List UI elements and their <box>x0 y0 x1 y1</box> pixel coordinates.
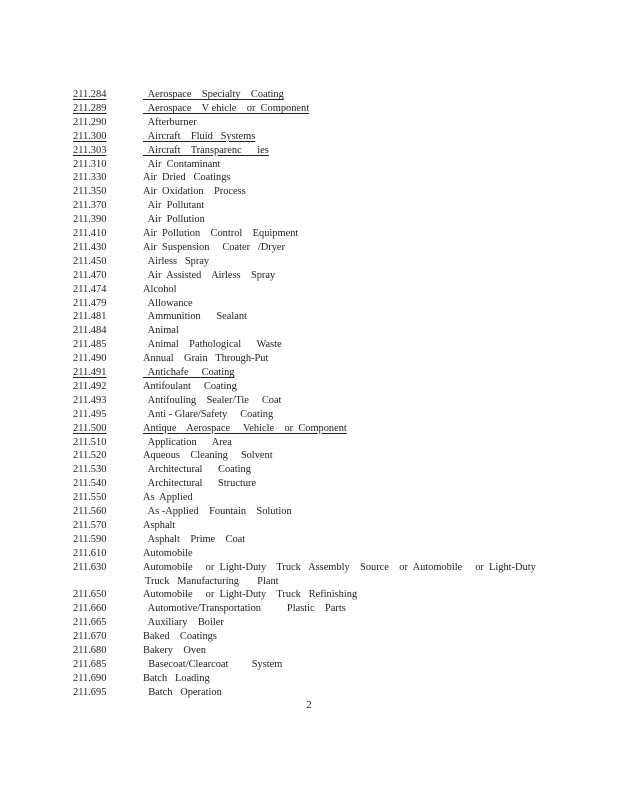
definition-entry <box>0 449 618 463</box>
section-number: 211.490 <box>73 353 107 365</box>
section-number: 211.410 <box>73 228 107 239</box>
defined-term: Aerospace Specialty Coating <box>143 89 284 100</box>
section-number: 211.670 <box>73 631 107 643</box>
definition-entry <box>0 672 618 686</box>
defined-term: Animal Pathological Waste <box>143 339 282 351</box>
defined-term: Antichafe Coating <box>143 367 235 378</box>
section-number: 211.530 <box>73 464 107 476</box>
definition-entry <box>0 88 618 102</box>
defined-term: Application Area <box>143 436 232 448</box>
section-number: 211.300 <box>73 130 107 142</box>
defined-term: Truck Manufacturing Plant <box>145 575 279 587</box>
defined-term: Asphalt <box>143 519 176 531</box>
section-number: 211.500 <box>73 422 107 434</box>
definition-entry <box>0 255 618 269</box>
defined-term: Air Assisted Airless Spray <box>143 269 276 281</box>
section-number: 211.680 <box>73 645 107 656</box>
defined-term: As -Applied Fountain Solution <box>143 506 292 517</box>
section-number: 211.310 <box>73 158 107 170</box>
definition-entry <box>0 616 618 630</box>
section-number: 211.520 <box>73 450 107 462</box>
section-number: 211.570 <box>73 519 107 531</box>
section-number: 211.492 <box>73 380 107 392</box>
defined-term: As Applied <box>143 492 193 504</box>
defined-term: Batch Loading <box>143 672 210 684</box>
definition-entry <box>0 463 618 477</box>
section-number: 211.510 <box>73 436 107 448</box>
definition-entry <box>0 436 618 450</box>
definition-entry <box>0 588 618 602</box>
section-number: 211.470 <box>73 269 107 281</box>
definition-entry <box>0 338 618 352</box>
section-number: 211.491 <box>73 367 107 378</box>
section-number: 211.540 <box>73 478 107 490</box>
section-number: 211.481 <box>73 311 107 323</box>
defined-term: Airless Spray <box>143 255 210 267</box>
page-number: 2 <box>306 699 312 711</box>
definition-entry <box>0 241 618 255</box>
section-number: 211.550 <box>73 492 107 504</box>
defined-term: Architectural Coating <box>143 464 251 476</box>
section-number: 211.289 <box>73 102 107 114</box>
definition-entry <box>0 297 618 311</box>
definition-entry <box>0 366 618 380</box>
defined-term: Auxiliary Boiler <box>143 617 224 629</box>
definition-entry <box>0 394 618 408</box>
section-number: 211.660 <box>73 603 107 615</box>
defined-term: Automotive/Transportation Plastic Parts <box>143 603 346 615</box>
defined-term: Alcohol <box>143 283 177 295</box>
defined-term: Aerospace V ehicle or Component <box>143 102 310 114</box>
definition-entry <box>0 102 618 116</box>
section-number: 211.485 <box>73 339 107 351</box>
defined-term: Air Pollution <box>143 214 205 226</box>
defined-term: Baked Coatings <box>143 631 217 643</box>
section-number: 211.474 <box>73 283 107 295</box>
section-number: 211.484 <box>73 325 107 337</box>
definition-entry <box>0 505 618 519</box>
defined-term: Asphalt Prime Coat <box>143 533 246 545</box>
defined-term: Architectural Structure <box>143 478 257 490</box>
section-number: 211.685 <box>73 658 107 670</box>
defined-term: Air Oxidation Process <box>143 186 246 198</box>
defined-term: Air Dried Coatings <box>143 172 231 184</box>
defined-term: Ammunition Sealant <box>143 311 247 323</box>
defined-term: Allowance <box>143 297 193 309</box>
defined-term: Anti - Glare/Safety Coating <box>143 408 274 420</box>
defined-term: Aircraft Fluid Systems <box>143 130 256 142</box>
section-number: 211.495 <box>73 408 107 420</box>
definition-entry <box>0 213 618 227</box>
section-number: 211.290 <box>73 116 107 128</box>
defined-term: Antifouling Sealer/Tie Coat <box>143 394 282 406</box>
defined-term: Aircraft Transparenc ies <box>143 144 269 156</box>
defined-term: Air Contaminant <box>143 158 221 170</box>
defined-term: Air Suspension Coater /Dryer <box>143 241 285 253</box>
defined-term: Basecoat/Clearcoat System <box>143 658 283 670</box>
defined-term: Automobile or Light-Duty Truck Refinishing <box>143 589 358 601</box>
definition-entry <box>0 171 618 185</box>
definition-entry <box>0 519 618 533</box>
section-number: 211.303 <box>73 144 107 156</box>
defined-term: Aqueous Cleaning Solvent <box>143 450 273 462</box>
section-number: 211.560 <box>73 506 107 517</box>
definition-entry <box>0 144 618 158</box>
defined-term: Bakery Oven <box>143 645 206 656</box>
definition-entry <box>0 477 618 491</box>
section-number: 211.610 <box>73 547 107 559</box>
definition-entry <box>0 130 618 144</box>
definition-entry <box>0 602 618 616</box>
definition-entry <box>0 283 618 297</box>
section-number: 211.590 <box>73 533 107 545</box>
section-number: 211.630 <box>73 561 107 573</box>
section-number: 211.330 <box>73 172 107 184</box>
section-number: 211.690 <box>73 672 107 684</box>
defined-term: Batch Operation <box>143 686 222 698</box>
definition-entry <box>0 227 618 241</box>
section-number: 211.390 <box>73 214 107 226</box>
section-number: 211.650 <box>73 589 107 601</box>
definition-entry <box>0 658 618 672</box>
definition-entry <box>0 116 618 130</box>
definition-entry <box>0 408 618 422</box>
defined-term: Animal <box>143 325 179 337</box>
definition-entry <box>0 352 618 366</box>
section-number: 211.370 <box>73 200 107 212</box>
definition-entry <box>0 575 618 589</box>
defined-term: Antique Aerospace Vehicle or Component <box>143 422 347 434</box>
section-number: 211.479 <box>73 297 107 309</box>
definition-entry <box>0 491 618 505</box>
definition-entry <box>0 630 618 644</box>
definition-entry <box>0 644 618 658</box>
defined-term: Automobile or Light-Duty Truck Assembly Source or Automobile or Light-Duty <box>143 561 536 573</box>
definition-entry <box>0 422 618 436</box>
definition-entry <box>0 310 618 324</box>
definition-entry <box>0 269 618 283</box>
definition-entry <box>0 199 618 213</box>
definition-entry <box>0 185 618 199</box>
section-number: 211.430 <box>73 241 107 253</box>
section-number: 211.695 <box>73 686 107 698</box>
section-number: 211.665 <box>73 617 107 629</box>
defined-term: Air Pollutant <box>143 200 205 212</box>
section-number: 211.493 <box>73 394 107 406</box>
defined-term: Air Pollution Control Equipment <box>143 228 299 239</box>
section-number: 211.284 <box>73 89 107 100</box>
defined-term: Annual Grain Through-Put <box>143 353 269 365</box>
defined-term: Afterburner <box>143 116 197 128</box>
definition-entry <box>0 561 618 575</box>
definition-entry <box>0 158 618 172</box>
defined-term: Automobile <box>143 547 193 559</box>
section-number: 211.450 <box>73 255 107 267</box>
definition-entry <box>0 380 618 394</box>
defined-term: Antifoulant Coating <box>143 380 237 392</box>
definition-entry <box>0 324 618 338</box>
definition-entry <box>0 547 618 561</box>
definition-entry <box>0 533 618 547</box>
section-number: 211.350 <box>73 186 107 198</box>
